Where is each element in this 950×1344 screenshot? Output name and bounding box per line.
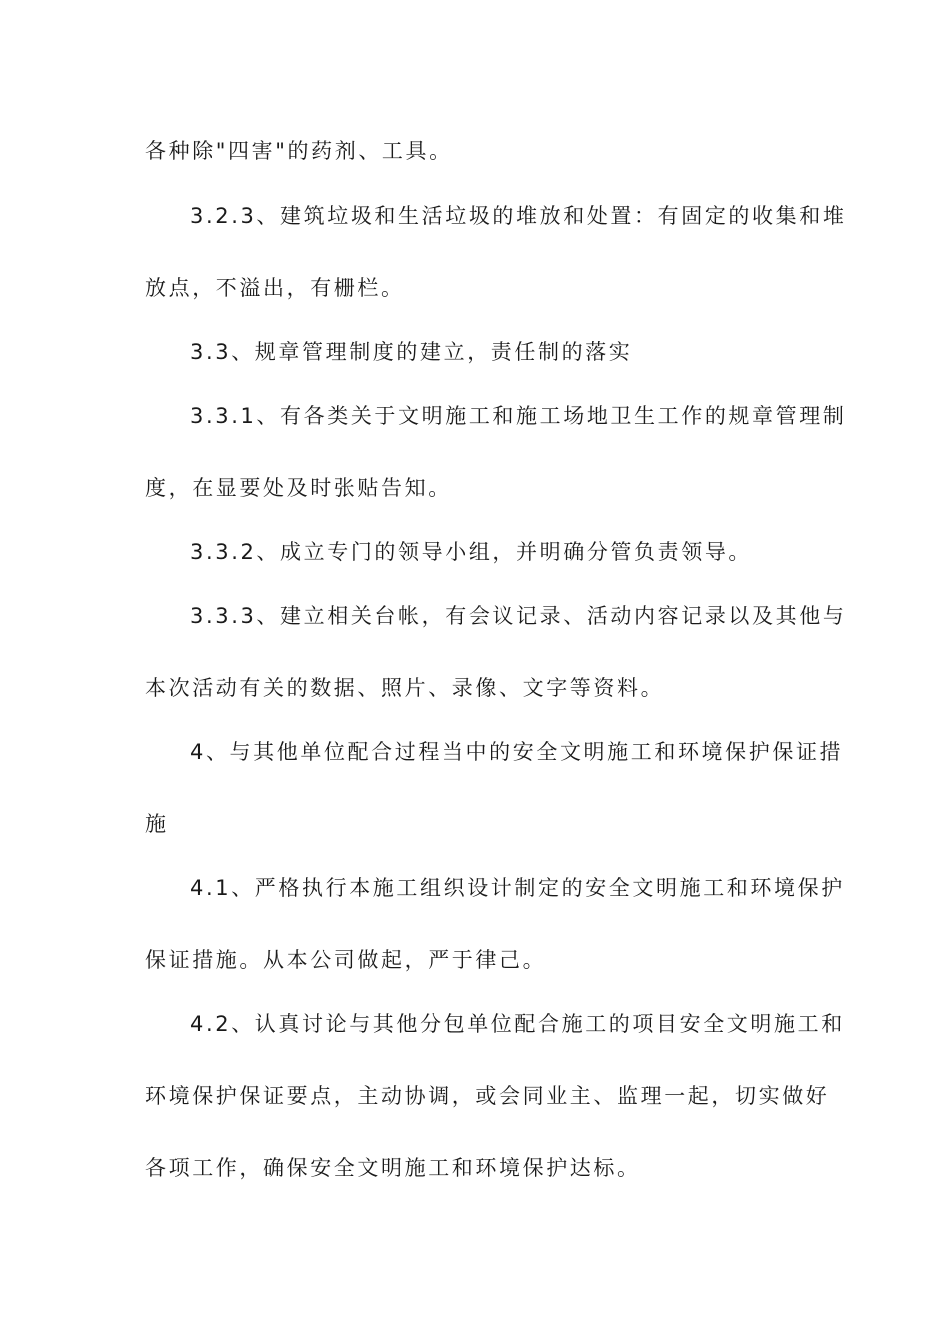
- text-line: 3.2.3、建筑垃圾和生活垃圾的堆放和处置：有固定的收集和堆: [190, 204, 847, 228]
- text-line: 环境保护保证要点，主动协调，或会同业主、监理一起，切实做好: [145, 1084, 830, 1108]
- text-line: 4.1、严格执行本施工组织设计制定的安全文明施工和环境保护: [190, 876, 845, 900]
- text-line: 3.3.3、建立相关台帐，有会议记录、活动内容记录以及其他与: [190, 604, 847, 628]
- text-line: 各项工作，确保安全文明施工和环境保护达标。: [145, 1156, 641, 1180]
- text-line: 度，在显要处及时张贴告知。: [145, 476, 452, 500]
- text-line: 施: [145, 812, 169, 836]
- text-line: 4.2、认真讨论与其他分包单位配合施工的项目安全文明施工和: [190, 1012, 845, 1036]
- text-line: 保证措施。从本公司做起，严于律己。: [145, 948, 547, 972]
- text-line: 3.3、规章管理制度的建立，责任制的落实: [190, 340, 633, 364]
- text-line: 放点，不溢出，有栅栏。: [145, 276, 405, 300]
- text-line: 本次活动有关的数据、照片、录像、文字等资料。: [145, 676, 665, 700]
- text-line: 4、与其他单位配合过程当中的安全文明施工和环境保护保证措: [190, 740, 844, 764]
- text-line: 各种除"四害"的药剂、工具。: [145, 139, 453, 163]
- text-line: 3.3.2、成立专门的领导小组，并明确分管负责领导。: [190, 540, 753, 564]
- text-line: 3.3.1、有各类关于文明施工和施工场地卫生工作的规章管理制: [190, 404, 847, 428]
